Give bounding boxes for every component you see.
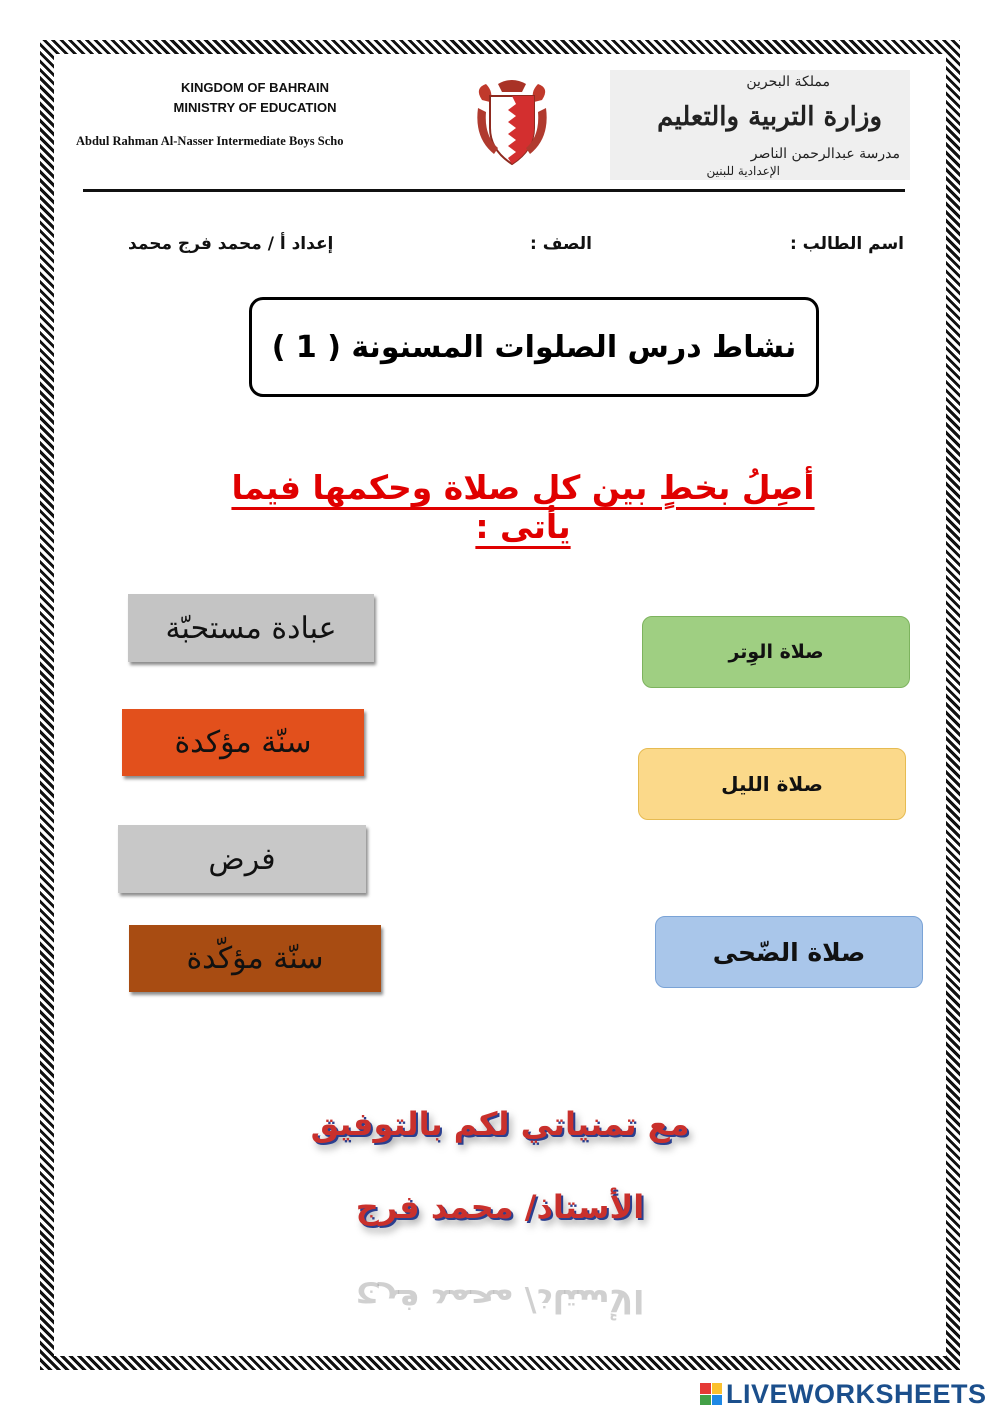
bahrain-crest-icon <box>472 78 552 168</box>
prayer-box-night[interactable]: صلاة الليل <box>638 748 906 820</box>
ruling-box-sunnah-1[interactable]: سنّة مؤكدة <box>122 709 364 776</box>
kingdom-arabic: مملكة البحرين <box>746 74 830 90</box>
ruling-box-recommended[interactable]: عبادة مستحبّة <box>128 594 374 662</box>
ministry-label: MINISTRY OF EDUCATION <box>173 100 337 115</box>
ruling-box-sunnah-2[interactable]: سنّة مؤكّدة <box>129 925 381 992</box>
school-label: Abdul Rahman Al-Nasser Intermediate Boys Scho <box>76 134 344 148</box>
signature-reflection: الأستاذ/ محمد فرج <box>355 1282 645 1320</box>
ruling-box-obligatory[interactable]: فرض <box>118 825 366 893</box>
header-divider <box>83 189 905 192</box>
teacher-signature: الأستاذ/ محمد فرج <box>355 1188 645 1226</box>
kingdom-label: KINGDOM OF BAHRAIN <box>180 80 330 95</box>
liveworksheets-logo-icon <box>700 1383 722 1405</box>
prayer-box-duha[interactable]: صلاة الضّحى <box>655 916 923 988</box>
prepared-by-label: إعداد أ / محمد فرج محمد <box>128 234 334 254</box>
closing-wish: مع تمنياتي لكم بالتوفيق <box>310 1105 690 1143</box>
grade-label: الصف : <box>530 234 592 254</box>
school-arabic: مدرسة عبدالرحمن الناصر <box>750 146 900 162</box>
brand-name: LIVEWORKSHEETS <box>726 1378 987 1409</box>
ministry-arabic: وزارة التربية والتعليم <box>657 102 882 132</box>
activity-title: نشاط درس الصلوات المسنونة ( 1 ) <box>249 297 819 397</box>
school-level-arabic: الإعدادية للبنين <box>706 164 780 178</box>
header-arabic <box>610 70 910 180</box>
header-english <box>70 78 440 148</box>
liveworksheets-brand[interactable] <box>700 1378 987 1410</box>
prayer-box-witr[interactable]: صلاة الوِتر <box>642 616 910 688</box>
student-name-label: اسم الطالب : <box>789 234 904 254</box>
instruction: أصِلُ بخطٍ بين كل صلاة وحكمها فيما يأتى : <box>231 468 815 546</box>
